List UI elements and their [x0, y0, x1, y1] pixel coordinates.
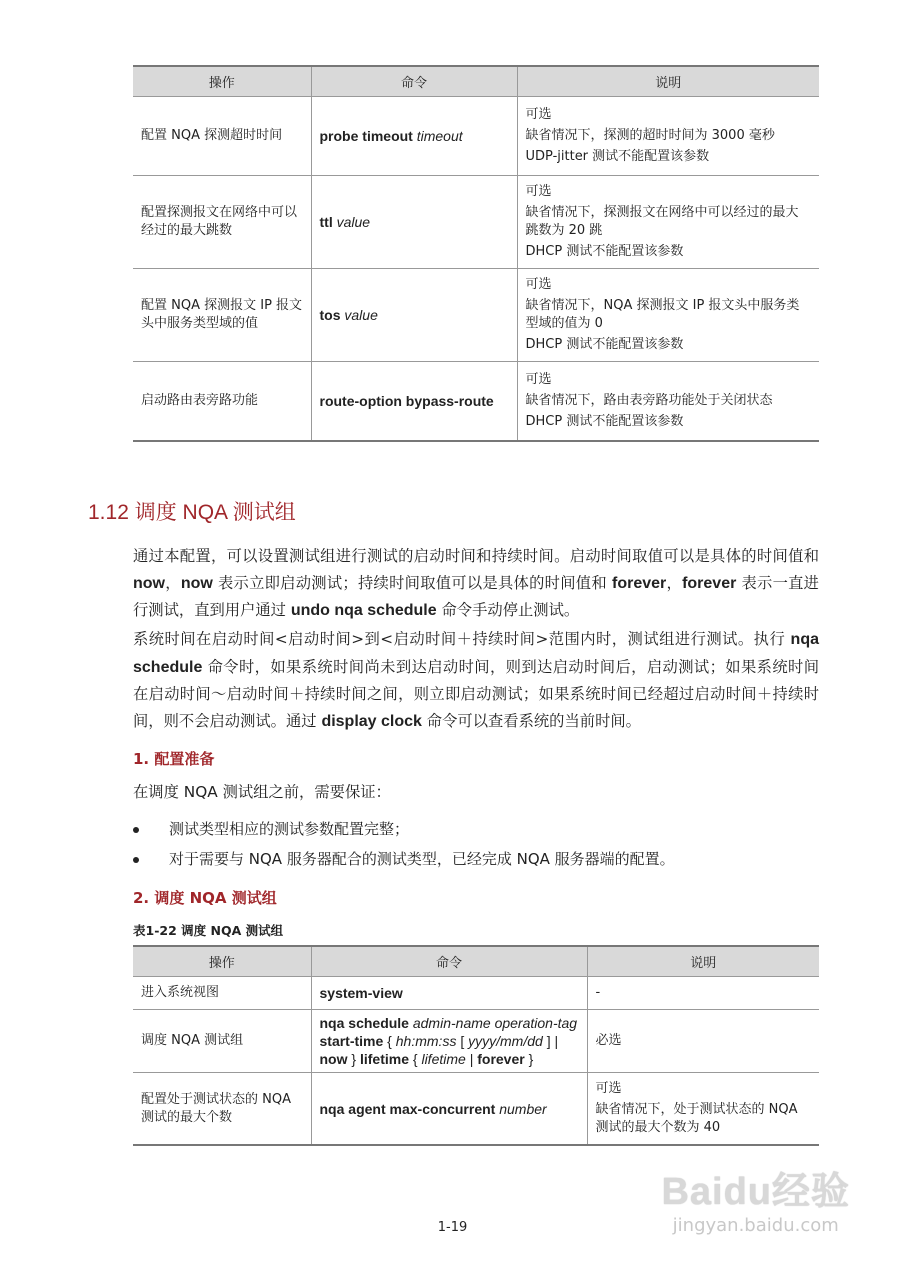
keyword: nqa schedule: [133, 631, 819, 676]
keyword: undo nqa schedule: [290, 602, 437, 619]
watermark-url: jingyan.baidu.com: [672, 1215, 839, 1236]
argument: yyyy/mm/dd: [468, 1033, 543, 1049]
table-nqa-schedule: [133, 945, 819, 1146]
command-cell: [311, 176, 517, 269]
description-line: -: [595, 985, 601, 1000]
col-header-description: 说明: [587, 946, 819, 977]
text-segment: 通过本配置，可以设置测试组进行测试的启动时间和持续时间。启动时间取值可以是具体的时间值和: [133, 547, 819, 565]
keyword: nqa schedule: [319, 1015, 413, 1031]
keyword: now: [133, 574, 165, 592]
command-cell: [311, 269, 517, 362]
description-line: 缺省情况下，探测的超时时间为 3000 毫秒: [525, 128, 775, 143]
text-segment: 命令可以查看系统的当前时间。: [421, 711, 641, 730]
operation-cell: 调度 NQA 测试组: [133, 1010, 311, 1073]
watermark-logo: Baidu经验: [661, 1171, 850, 1213]
operation-cell: 启动路由表旁路功能: [133, 362, 311, 442]
description-cell: [587, 1010, 819, 1073]
description-cell: [517, 269, 819, 362]
subheading-prep: 1. 配置准备: [133, 750, 215, 768]
section-title: 1.12 调度 NQA 测试组: [88, 501, 296, 524]
keyword: now: [180, 574, 213, 592]
bullet-item: [133, 848, 675, 869]
keyword: ttl: [319, 214, 337, 230]
table-body: [133, 97, 819, 442]
keyword: route-option bypass-route: [319, 393, 494, 409]
description-line: 缺省情况下，路由表旁路功能处于关闭状态: [525, 393, 773, 408]
text-segment: ，: [165, 573, 181, 592]
argument: admin-name operation-tag: [412, 1015, 578, 1031]
keyword: probe timeout: [319, 128, 417, 144]
description-line: 缺省情况下，探测报文在网络中可以经过的最大跳数为 20 跳: [525, 205, 799, 238]
table-nqa-probe-params: [133, 65, 819, 442]
table-row: [133, 362, 819, 442]
command-cell: [311, 1073, 587, 1146]
table-row: [133, 977, 819, 1010]
table-caption: 表1-22 调度 NQA 测试组: [133, 923, 284, 938]
command-cell: [311, 977, 587, 1010]
text-segment: |: [465, 1051, 478, 1067]
operation-cell: 配置处于测试状态的 NQA 测试的最大个数: [133, 1073, 311, 1146]
description-line: 缺省情况下，处于测试状态的 NQA 测试的最大个数为 40: [595, 1102, 798, 1135]
command-cell: [311, 97, 517, 176]
description-line: 可选: [595, 1081, 622, 1096]
description-line: DHCP 测试不能配置该参数: [525, 414, 684, 429]
description-line: 可选: [525, 184, 552, 199]
command-cell: [311, 1010, 587, 1073]
description-line: DHCP 测试不能配置该参数: [525, 337, 684, 352]
page-number: 1-19: [437, 1220, 468, 1235]
baidu-watermark: [661, 1160, 850, 1236]
description-cell: [587, 977, 819, 1010]
text-segment: }: [524, 1051, 534, 1067]
bullet-text: 测试类型相应的测试参数配置完整；: [169, 820, 410, 838]
col-header-description: 说明: [517, 66, 819, 97]
argument: hh:mm:ss: [395, 1033, 457, 1049]
text-segment: {: [408, 1051, 422, 1067]
keyword: start-time: [319, 1033, 384, 1049]
description-line: UDP-jitter 测试不能配置该参数: [525, 149, 710, 164]
keyword: forever: [612, 574, 667, 592]
description-line: 缺省情况下，NQA 探测报文 IP 报文头中服务类型域的值为 0: [525, 298, 800, 331]
col-header-command: 命令: [311, 66, 517, 97]
operation-cell: 配置 NQA 探测超时时间: [133, 97, 311, 176]
text-segment: 表示立即启动测试；持续时间取值可以是具体的时间值和: [212, 573, 612, 592]
description-line: 必选: [595, 1033, 622, 1048]
description-cell: [517, 176, 819, 269]
keyword: tos: [319, 307, 345, 323]
keyword: forever: [682, 574, 737, 592]
text-segment: 命令手动停止测试。: [436, 601, 580, 619]
description-cell: [517, 362, 819, 442]
table-body: [133, 977, 819, 1146]
description-line: 可选: [525, 107, 552, 122]
operation-cell: 配置探测报文在网络中可以经过的最大跳数: [133, 176, 311, 269]
table-row: [133, 176, 819, 269]
text-segment: 命令时，如果系统时间尚未到达启动时间，则到达启动时间后，启动测试；如果系统时间在启动时间～启动时间＋持续时间之间，则立即启动测试；如果系统时间已经超过启动时间＋持续时间，则不会启动测试。通过: [133, 657, 819, 730]
text-segment: ，: [666, 573, 683, 592]
keyword: lifetime: [359, 1051, 409, 1067]
keyword: nqa agent max-concurrent: [319, 1100, 500, 1117]
description-line: DHCP 测试不能配置该参数: [525, 244, 684, 259]
text-segment: }: [347, 1051, 360, 1067]
text-segment: ] |: [542, 1033, 559, 1049]
text-segment: 表示一直进行测试，直到用户通过: [133, 573, 819, 619]
bullet-item: [133, 818, 409, 839]
keyword: system-view: [319, 985, 403, 1001]
paragraph-schedule-rules: [133, 626, 819, 735]
text-segment: {: [383, 1033, 396, 1049]
keyword: display clock: [321, 712, 422, 730]
command-cell: [311, 362, 517, 442]
argument: lifetime: [421, 1051, 466, 1067]
argument: value: [336, 214, 371, 230]
operation-cell: 进入系统视图: [133, 977, 311, 1010]
text-segment: 系统时间在启动时间<启动时间>到<启动时间＋持续时间>范围内时，测试组进行测试。执行: [133, 630, 791, 648]
prep-intro: 在调度 NQA 测试组之前，需要保证：: [133, 783, 391, 801]
col-header-operation: 操作: [133, 946, 311, 977]
table-row: [133, 97, 819, 176]
table-row: [133, 1073, 819, 1146]
description-cell: [587, 1073, 819, 1146]
keyword: forever: [477, 1051, 525, 1067]
argument: number: [499, 1100, 547, 1117]
table-row: [133, 1010, 819, 1073]
description-line: 可选: [525, 372, 552, 387]
argument: timeout: [416, 128, 463, 144]
text-segment: [: [456, 1033, 469, 1049]
description-line: 可选: [525, 277, 552, 292]
bullet-dot-icon: [133, 827, 139, 833]
keyword: now: [319, 1051, 348, 1067]
operation-cell: 配置 NQA 探测报文 IP 报文头中服务类型域的值: [133, 269, 311, 362]
bullet-text: 对于需要与 NQA 服务器配合的测试类型，已经完成 NQA 服务器端的配置。: [169, 850, 675, 868]
col-header-operation: 操作: [133, 66, 311, 97]
description-cell: [517, 97, 819, 176]
paragraph-intro: [133, 543, 819, 625]
table-row: [133, 269, 819, 362]
argument: value: [344, 307, 378, 323]
col-header-command: 命令: [311, 946, 587, 977]
subheading-schedule: 2. 调度 NQA 测试组: [133, 889, 277, 907]
bullet-dot-icon: [133, 857, 139, 863]
